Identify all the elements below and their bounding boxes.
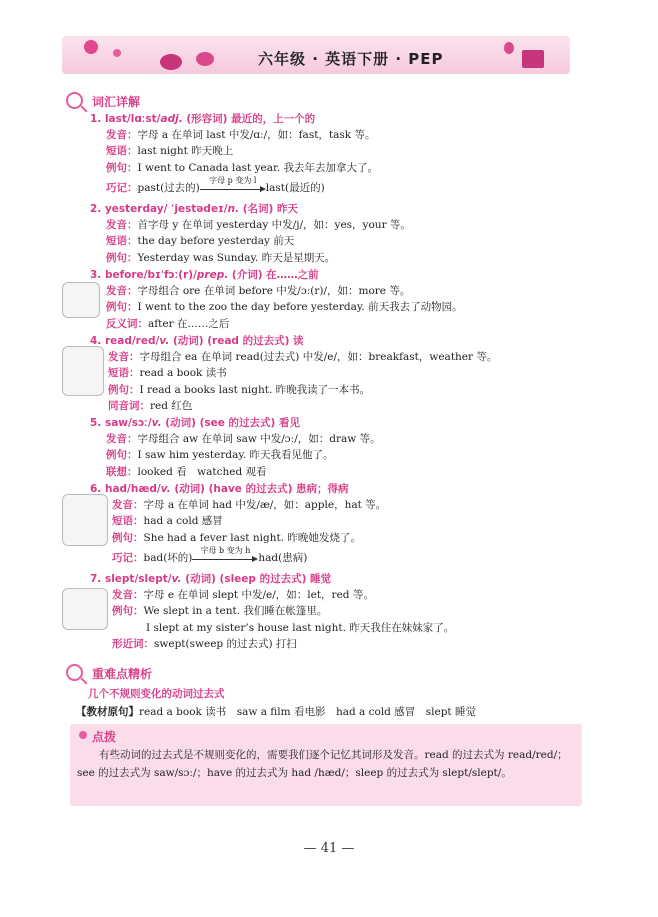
entry-detail-line xyxy=(108,350,497,364)
key-source xyxy=(76,705,476,719)
detail-text: I went to Canada last year. 我去年去加拿大了。 xyxy=(137,161,379,174)
entry-detail-line xyxy=(106,234,294,248)
entry-detail-line xyxy=(106,128,376,142)
museum-illustration xyxy=(62,282,100,318)
detail-text: I read a books last night. 昨晚我读了一本书。 xyxy=(139,383,371,396)
detail-label: 例句： xyxy=(108,383,140,396)
detail-text: I went to the zoo the day before yesterday. 前天我去了动物园。 xyxy=(137,301,463,314)
detail-label: 例句： xyxy=(112,531,144,544)
memo-left: bad(坏的) xyxy=(143,551,193,564)
entry-headword xyxy=(90,202,298,216)
meaning: (动词) (see 的过去式) 看见 xyxy=(161,417,300,429)
memo-right: had(患病) xyxy=(258,551,308,564)
transform-arrow-icon xyxy=(200,175,266,193)
detail-text: 字母组合 aw 在单词 saw 中发/ɔː/，如：draw 等。 xyxy=(137,433,381,446)
headword: 1. last/lɑːst/ xyxy=(90,113,161,125)
part-of-speech: v. xyxy=(151,417,162,429)
part-of-speech: prep. xyxy=(196,269,229,281)
entry-detail-line xyxy=(112,531,361,545)
detail-label: 短语： xyxy=(106,145,138,158)
decorative-house-icon xyxy=(522,50,544,68)
tip-title-text: 点拨 xyxy=(92,730,117,744)
tip-text: 有些动词的过去式是不规则变化的，需要我们逐个记忆其词形及发音。read 的过去式为 read/red/；see 的过去式为 saw/sɔː/；have 的过去式为 had /hæd/；sleep 的过去式为 slept/slept/。 xyxy=(77,749,568,779)
detail-text: red 红色 xyxy=(150,399,193,412)
detail-text: Yesterday was Sunday. 昨天是星期天。 xyxy=(137,251,336,264)
reading-boy-illustration xyxy=(62,346,104,396)
key-subtitle: 几个不规则变化的动词过去式 xyxy=(88,688,225,700)
entry-detail-line xyxy=(106,144,233,158)
detail-text: looked 看 watched 观看 xyxy=(137,465,267,478)
detail-text: 字母 e 在单词 slept 中发/e/，如：let，red 等。 xyxy=(143,589,374,602)
detail-label: 短语： xyxy=(112,515,144,528)
detail-text: the day before yesterday 前天 xyxy=(137,235,295,248)
headword: 7. slept/slept/ xyxy=(90,573,172,585)
sleeping-boy-illustration xyxy=(62,588,108,630)
entry-detail-line xyxy=(106,300,463,314)
entry-detail-line xyxy=(112,604,327,618)
entry-detail-line xyxy=(106,251,335,265)
entry-headword xyxy=(90,268,319,282)
memo-left: past(过去的) xyxy=(137,181,200,194)
detail-label: 例句： xyxy=(112,605,144,618)
detail-text: I slept at my sister’s house last night. 昨天我住在妹妹家了。 xyxy=(146,621,455,634)
entry-headword xyxy=(90,572,331,586)
entry-headword xyxy=(90,334,304,348)
memo-label: 巧记： xyxy=(106,181,138,194)
sick-girl-illustration xyxy=(62,494,108,546)
detail-label: 联想： xyxy=(106,465,138,478)
detail-label: 短语： xyxy=(108,367,140,380)
entry-detail-line xyxy=(106,218,411,232)
detail-text: swept(sweep 的过去式) 打扫 xyxy=(154,637,297,650)
entry-detail-line xyxy=(112,588,374,602)
arrow-caption: 字母 b 变为 h xyxy=(200,545,251,555)
part-of-speech: v. xyxy=(171,573,182,585)
detail-text: 字母组合 ea 在单词 read(过去式) 中发/e/，如：breakfast，weather 等。 xyxy=(139,351,498,364)
transform-arrow-icon xyxy=(192,545,258,563)
detail-label: 形近词： xyxy=(112,637,154,650)
detail-label: 发音： xyxy=(106,433,138,446)
section-title-key: 重难点精析 xyxy=(92,667,153,681)
meaning: (动词) (have 的过去式) 患病；得病 xyxy=(170,483,349,495)
detail-text: 首字母 y 在单词 yesterday 中发/j/，如：yes，your 等。 xyxy=(137,219,411,232)
entry-detail-line xyxy=(112,514,223,528)
entry-detail-line xyxy=(146,621,454,635)
arrow-caption: 字母 p 变为 l xyxy=(209,175,257,185)
page-number: — 41 — xyxy=(303,841,355,856)
memo-line xyxy=(106,175,325,195)
entry-headword xyxy=(90,482,349,496)
headword: 6. had/hæd/ xyxy=(90,483,161,495)
headword: 5. saw/sɔː/ xyxy=(90,417,152,429)
headword: 2. yesterday/ ˈjestədeɪ/ xyxy=(90,203,228,215)
decorative-tree-icon xyxy=(504,42,514,54)
source-label: 【教材原句】 xyxy=(76,706,139,718)
detail-text: We slept in a tent. 我们睡在帐篷里。 xyxy=(143,605,328,618)
memo-line xyxy=(112,545,308,565)
entry-detail-line xyxy=(108,366,227,380)
detail-label: 例句： xyxy=(106,251,138,264)
detail-label: 发音： xyxy=(106,129,138,142)
detail-label: 例句： xyxy=(106,161,138,174)
detail-text: I saw him yesterday. 昨天我看见他了。 xyxy=(137,449,334,462)
detail-label: 例句： xyxy=(106,449,138,462)
magnifier-icon xyxy=(66,92,83,109)
decorative-plant-icon xyxy=(84,40,98,54)
detail-text: 字母组合 ore 在单词 before 中发/ɔː(r)/，如：more 等。 xyxy=(137,285,411,298)
detail-label: 例句： xyxy=(106,301,138,314)
entry-detail-line xyxy=(106,465,267,479)
memo-label: 巧记： xyxy=(112,551,144,564)
part-of-speech: v. xyxy=(159,335,170,347)
part-of-speech: n. xyxy=(227,203,240,215)
entry-detail-line xyxy=(106,317,229,331)
detail-label: 发音： xyxy=(108,351,140,364)
detail-label: 短语： xyxy=(106,235,138,248)
headword: 3. before/bɪˈfɔː(r)/ xyxy=(90,269,197,281)
detail-text: read a book 读书 xyxy=(139,367,227,380)
detail-label: 发音： xyxy=(106,219,138,232)
detail-label: 发音： xyxy=(112,589,144,602)
entry-detail-line xyxy=(112,498,386,512)
entry-detail-line xyxy=(106,448,334,462)
meaning: (形容词) 最近的，上一个的 xyxy=(182,113,316,125)
entry-detail-line xyxy=(108,399,192,413)
entry-detail-line xyxy=(106,284,410,298)
decorative-flower-icon xyxy=(113,49,121,57)
detail-text: after 在……之后 xyxy=(148,317,230,330)
detail-text: 字母 a 在单词 last 中发/ɑː/，如：fast，task 等。 xyxy=(137,129,376,142)
tip-title xyxy=(78,728,116,745)
meaning: (动词) (read 的过去式) 读 xyxy=(169,335,304,347)
headword: 4. read/red/ xyxy=(90,335,160,347)
magnifier-icon xyxy=(66,664,83,681)
detail-label: 同音词： xyxy=(108,399,150,412)
source-text: read a book 读书 saw a film 看电影 had a cold 感冒 slept 睡觉 xyxy=(139,706,476,718)
meaning: (名词) 昨天 xyxy=(239,203,299,215)
memo-right: last(最近的) xyxy=(265,181,325,194)
detail-text: She had a fever last night. 昨晚她发烧了。 xyxy=(143,531,361,544)
detail-label: 反义词： xyxy=(106,317,148,330)
part-of-speech: adj. xyxy=(160,113,183,125)
entry-headword xyxy=(90,112,315,126)
detail-text: last night 昨天晚上 xyxy=(137,145,234,158)
entry-headword xyxy=(90,416,300,430)
detail-text: had a cold 感冒 xyxy=(143,515,223,528)
entry-detail-line xyxy=(106,161,378,175)
entry-detail-line xyxy=(106,432,381,446)
detail-label: 发音： xyxy=(106,285,138,298)
meaning: (动词) (sleep 的过去式) 睡觉 xyxy=(181,573,332,585)
entry-detail-line xyxy=(112,637,297,651)
decorative-bush-icon xyxy=(160,54,182,70)
section-title-vocab: 词汇详解 xyxy=(92,95,141,109)
entry-detail-line xyxy=(108,383,370,397)
detail-label: 发音： xyxy=(112,499,144,512)
part-of-speech: v. xyxy=(160,483,171,495)
detail-text: 字母 a 在单词 had 中发/æ/，如：apple，hat 等。 xyxy=(143,499,387,512)
meaning: (介词) 在……之前 xyxy=(228,269,319,281)
book-title: 六年级 · 英语下册 · PEP xyxy=(258,50,444,68)
decorative-bush-icon xyxy=(196,52,214,66)
